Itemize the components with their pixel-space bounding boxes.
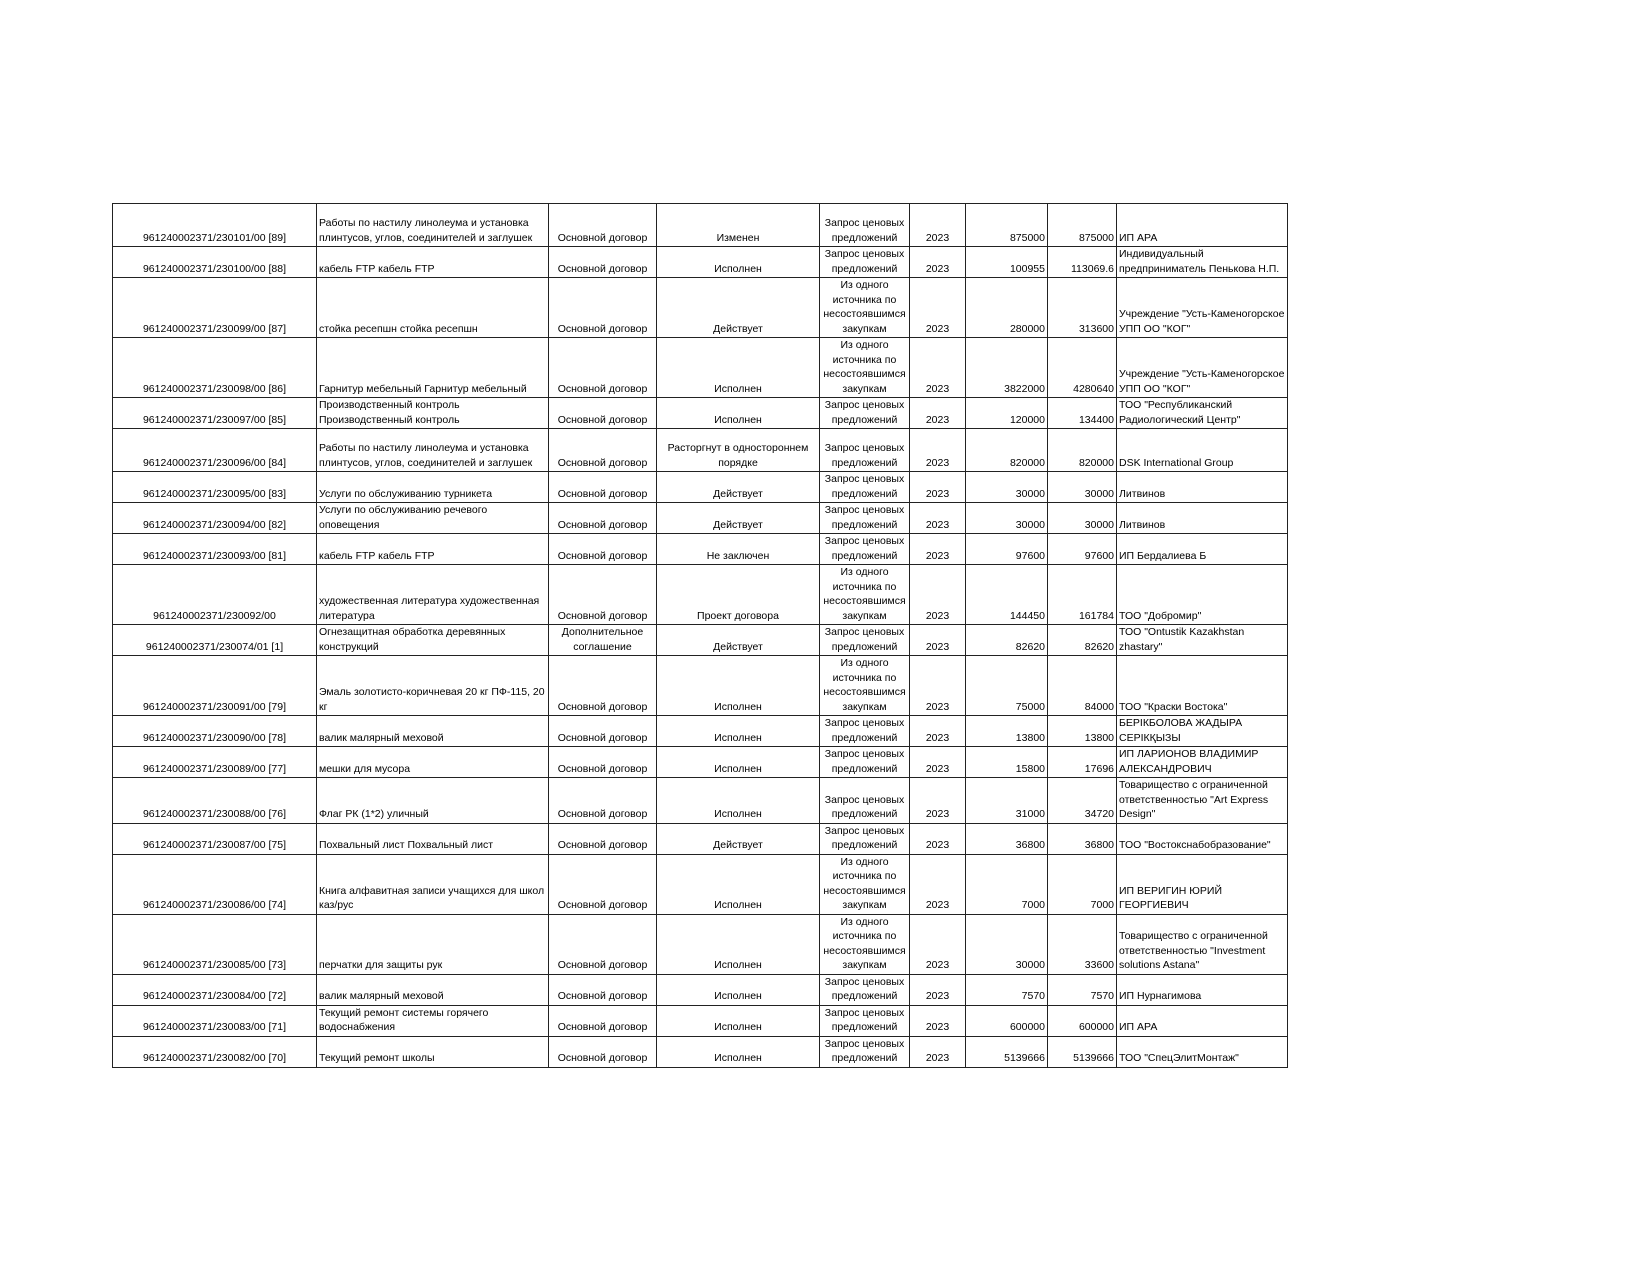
table-row	[113, 565, 1288, 625]
subject-cell: Огнезащитная обработка деревянных конструкций	[317, 625, 549, 656]
subject-cell: мешки для мусора	[317, 747, 549, 778]
contract-type-cell: Основной договор	[549, 823, 657, 854]
contract-id-cell: 961240002371/230096/00 [84]	[113, 429, 317, 472]
supplier-cell: ТОО "Республиканский Радиологический Центр"	[1117, 398, 1288, 429]
subject-cell: Эмаль золотисто-коричневая 20 кг ПФ-115, 20 кг	[317, 656, 549, 716]
year-cell: 2023	[910, 472, 966, 503]
supplier-cell: ИП Бердалиева Б	[1117, 534, 1288, 565]
supplier-cell: ТОО "Востокснабобразование"	[1117, 823, 1288, 854]
status-cell: Действует	[657, 472, 820, 503]
supplier-cell: Товарищество с ограниченной ответственностью "Art Express Design"	[1117, 778, 1288, 824]
status-cell: Исполнен	[657, 778, 820, 824]
contract-type-cell: Основной договор	[549, 398, 657, 429]
contract-id-cell: 961240002371/230083/00 [71]	[113, 1005, 317, 1036]
procurement-method-cell: Запрос ценовых предложений	[820, 747, 910, 778]
amount-cell: 7570	[966, 974, 1048, 1005]
table-row	[113, 472, 1288, 503]
contract-type-cell: Основной договор	[549, 278, 657, 338]
contract-type-cell: Дополнительное соглашение	[549, 625, 657, 656]
contract-type-cell: Основной договор	[549, 1036, 657, 1067]
procurement-method-cell: Запрос ценовых предложений	[820, 398, 910, 429]
status-cell: Исполнен	[657, 854, 820, 914]
table-row	[113, 534, 1288, 565]
subject-cell: Производственный контроль Производственный контроль	[317, 398, 549, 429]
subject-cell: перчатки для защиты рук	[317, 914, 549, 974]
contract-type-cell: Основной договор	[549, 565, 657, 625]
status-cell: Исполнен	[657, 1036, 820, 1067]
procurement-method-cell: Из одного источника по несостоявшимся закупкам	[820, 338, 910, 398]
amount-vat-cell: 30000	[1048, 503, 1117, 534]
status-cell: Исполнен	[657, 716, 820, 747]
amount-vat-cell: 820000	[1048, 429, 1117, 472]
amount-vat-cell: 875000	[1048, 204, 1117, 247]
amount-cell: 36800	[966, 823, 1048, 854]
year-cell: 2023	[910, 747, 966, 778]
table-body	[113, 204, 1288, 1068]
contract-type-cell: Основной договор	[549, 534, 657, 565]
contract-id-cell: 961240002371/230092/00	[113, 565, 317, 625]
year-cell: 2023	[910, 625, 966, 656]
table-row	[113, 974, 1288, 1005]
table-row	[113, 747, 1288, 778]
subject-cell: художественная литература художественная литература	[317, 565, 549, 625]
amount-cell: 820000	[966, 429, 1048, 472]
contract-id-cell: 961240002371/230100/00 [88]	[113, 247, 317, 278]
supplier-cell: ИП АРА	[1117, 1005, 1288, 1036]
procurement-method-cell: Запрос ценовых предложений	[820, 1005, 910, 1036]
amount-cell: 30000	[966, 472, 1048, 503]
supplier-cell: ИП ВЕРИГИН ЮРИЙ ГЕОРГИЕВИЧ	[1117, 854, 1288, 914]
supplier-cell: ИП ЛАРИОНОВ ВЛАДИМИР АЛЕКСАНДРОВИЧ	[1117, 747, 1288, 778]
procurement-method-cell: Из одного источника по несостоявшимся закупкам	[820, 278, 910, 338]
amount-cell: 13800	[966, 716, 1048, 747]
contract-id-cell: 961240002371/230094/00 [82]	[113, 503, 317, 534]
contract-id-cell: 961240002371/230089/00 [77]	[113, 747, 317, 778]
procurement-method-cell: Из одного источника по несостоявшимся закупкам	[820, 656, 910, 716]
supplier-cell: Литвинов	[1117, 503, 1288, 534]
year-cell: 2023	[910, 534, 966, 565]
procurement-method-cell: Из одного источника по несостоявшимся закупкам	[820, 914, 910, 974]
amount-vat-cell: 82620	[1048, 625, 1117, 656]
amount-cell: 97600	[966, 534, 1048, 565]
status-cell: Действует	[657, 503, 820, 534]
table-row	[113, 278, 1288, 338]
status-cell: Исполнен	[657, 747, 820, 778]
table-row	[113, 429, 1288, 472]
contracts-table	[112, 203, 1288, 1068]
status-cell: Изменен	[657, 204, 820, 247]
contract-id-cell: 961240002371/230093/00 [81]	[113, 534, 317, 565]
contract-id-cell: 961240002371/230090/00 [78]	[113, 716, 317, 747]
contract-id-cell: 961240002371/230088/00 [76]	[113, 778, 317, 824]
contract-id-cell: 961240002371/230095/00 [83]	[113, 472, 317, 503]
status-cell: Не заключен	[657, 534, 820, 565]
year-cell: 2023	[910, 338, 966, 398]
amount-cell: 75000	[966, 656, 1048, 716]
table-row	[113, 716, 1288, 747]
subject-cell: Флаг РК (1*2) уличный	[317, 778, 549, 824]
amount-vat-cell: 36800	[1048, 823, 1117, 854]
procurement-method-cell: Запрос ценовых предложений	[820, 534, 910, 565]
year-cell: 2023	[910, 398, 966, 429]
amount-cell: 3822000	[966, 338, 1048, 398]
procurement-method-cell: Запрос ценовых предложений	[820, 778, 910, 824]
supplier-cell: Учреждение "Усть-Каменогорское УПП ОО "КОГ"	[1117, 278, 1288, 338]
status-cell: Исполнен	[657, 398, 820, 429]
amount-cell: 600000	[966, 1005, 1048, 1036]
status-cell: Расторгнут в одностороннем порядке	[657, 429, 820, 472]
amount-vat-cell: 84000	[1048, 656, 1117, 716]
status-cell: Действует	[657, 278, 820, 338]
supplier-cell: ТОО "Краски Востока"	[1117, 656, 1288, 716]
contract-id-cell: 961240002371/230091/00 [79]	[113, 656, 317, 716]
subject-cell: Услуги по обслуживанию речевого оповещения	[317, 503, 549, 534]
contract-type-cell: Основной договор	[549, 247, 657, 278]
subject-cell: стойка ресепшн стойка ресепшн	[317, 278, 549, 338]
table-row	[113, 338, 1288, 398]
status-cell: Исполнен	[657, 656, 820, 716]
table-row	[113, 625, 1288, 656]
subject-cell: Работы по настилу линолеума и установка плинтусов, углов, соединителей и заглушек	[317, 429, 549, 472]
subject-cell: валик малярный меховой	[317, 974, 549, 1005]
contract-type-cell: Основной договор	[549, 204, 657, 247]
amount-cell: 120000	[966, 398, 1048, 429]
amount-vat-cell: 113069.6	[1048, 247, 1117, 278]
procurement-method-cell: Из одного источника по несостоявшимся закупкам	[820, 854, 910, 914]
subject-cell: Похвальный лист Похвальный лист	[317, 823, 549, 854]
contract-type-cell: Основной договор	[549, 1005, 657, 1036]
supplier-cell: DSK International Group	[1117, 429, 1288, 472]
supplier-cell: БЕРІКБОЛОВА ЖАДЫРА СЕРІКҚЫЗЫ	[1117, 716, 1288, 747]
procurement-method-cell: Из одного источника по несостоявшимся закупкам	[820, 565, 910, 625]
contract-type-cell: Основной договор	[549, 747, 657, 778]
supplier-cell: Литвинов	[1117, 472, 1288, 503]
amount-cell: 15800	[966, 747, 1048, 778]
amount-vat-cell: 7570	[1048, 974, 1117, 1005]
year-cell: 2023	[910, 565, 966, 625]
amount-vat-cell: 13800	[1048, 716, 1117, 747]
procurement-method-cell: Запрос ценовых предложений	[820, 1036, 910, 1067]
year-cell: 2023	[910, 823, 966, 854]
procurement-method-cell: Запрос ценовых предложений	[820, 716, 910, 747]
contract-id-cell: 961240002371/230098/00 [86]	[113, 338, 317, 398]
amount-vat-cell: 34720	[1048, 778, 1117, 824]
year-cell: 2023	[910, 247, 966, 278]
table-row	[113, 914, 1288, 974]
subject-cell: Текущий ремонт школы	[317, 1036, 549, 1067]
contract-id-cell: 961240002371/230085/00 [73]	[113, 914, 317, 974]
year-cell: 2023	[910, 716, 966, 747]
procurement-method-cell: Запрос ценовых предложений	[820, 472, 910, 503]
status-cell: Действует	[657, 823, 820, 854]
contract-id-cell: 961240002371/230084/00 [72]	[113, 974, 317, 1005]
table-row	[113, 247, 1288, 278]
year-cell: 2023	[910, 278, 966, 338]
contract-type-cell: Основной договор	[549, 974, 657, 1005]
subject-cell: Гарнитур мебельный Гарнитур мебельный	[317, 338, 549, 398]
amount-vat-cell: 313600	[1048, 278, 1117, 338]
status-cell: Исполнен	[657, 974, 820, 1005]
year-cell: 2023	[910, 1005, 966, 1036]
amount-vat-cell: 7000	[1048, 854, 1117, 914]
table-row	[113, 1036, 1288, 1067]
procurement-method-cell: Запрос ценовых предложений	[820, 974, 910, 1005]
subject-cell: Текущий ремонт системы горячего водоснабжения	[317, 1005, 549, 1036]
amount-vat-cell: 600000	[1048, 1005, 1117, 1036]
subject-cell: Книга алфавитная записи учащихся для школ каз/рус	[317, 854, 549, 914]
procurement-method-cell: Запрос ценовых предложений	[820, 204, 910, 247]
amount-vat-cell: 33600	[1048, 914, 1117, 974]
contract-id-cell: 961240002371/230099/00 [87]	[113, 278, 317, 338]
subject-cell: кабель FTP кабель FTP	[317, 534, 549, 565]
contract-type-cell: Основной договор	[549, 656, 657, 716]
amount-cell: 280000	[966, 278, 1048, 338]
supplier-cell: Учреждение "Усть-Каменогорское УПП ОО "КОГ"	[1117, 338, 1288, 398]
amount-cell: 100955	[966, 247, 1048, 278]
procurement-method-cell: Запрос ценовых предложений	[820, 429, 910, 472]
table-row	[113, 854, 1288, 914]
amount-vat-cell: 17696	[1048, 747, 1117, 778]
year-cell: 2023	[910, 429, 966, 472]
contract-id-cell: 961240002371/230097/00 [85]	[113, 398, 317, 429]
contract-type-cell: Основной договор	[549, 338, 657, 398]
year-cell: 2023	[910, 914, 966, 974]
supplier-cell: ИП Нурнагимова	[1117, 974, 1288, 1005]
amount-vat-cell: 97600	[1048, 534, 1117, 565]
amount-vat-cell: 161784	[1048, 565, 1117, 625]
year-cell: 2023	[910, 503, 966, 534]
supplier-cell: ТОО "СпецЭлитМонтаж"	[1117, 1036, 1288, 1067]
amount-cell: 31000	[966, 778, 1048, 824]
amount-cell: 5139666	[966, 1036, 1048, 1067]
procurement-method-cell: Запрос ценовых предложений	[820, 247, 910, 278]
contract-type-cell: Основной договор	[549, 914, 657, 974]
status-cell: Исполнен	[657, 247, 820, 278]
contract-id-cell: 961240002371/230086/00 [74]	[113, 854, 317, 914]
subject-cell: Услуги по обслуживанию турникета	[317, 472, 549, 503]
table-row	[113, 656, 1288, 716]
contract-id-cell: 961240002371/230082/00 [70]	[113, 1036, 317, 1067]
procurement-method-cell: Запрос ценовых предложений	[820, 823, 910, 854]
contract-id-cell: 961240002371/230087/00 [75]	[113, 823, 317, 854]
subject-cell: кабель FTP кабель FTP	[317, 247, 549, 278]
year-cell: 2023	[910, 204, 966, 247]
table-row	[113, 1005, 1288, 1036]
status-cell: Проект договора	[657, 565, 820, 625]
supplier-cell: ИП АРА	[1117, 204, 1288, 247]
year-cell: 2023	[910, 656, 966, 716]
table-row	[113, 823, 1288, 854]
contract-id-cell: 961240002371/230074/01 [1]	[113, 625, 317, 656]
amount-cell: 7000	[966, 854, 1048, 914]
amount-cell: 144450	[966, 565, 1048, 625]
status-cell: Исполнен	[657, 914, 820, 974]
procurement-method-cell: Запрос ценовых предложений	[820, 503, 910, 534]
amount-vat-cell: 134400	[1048, 398, 1117, 429]
status-cell: Исполнен	[657, 338, 820, 398]
amount-vat-cell: 4280640	[1048, 338, 1117, 398]
status-cell: Исполнен	[657, 1005, 820, 1036]
supplier-cell: ТОО "Ontustik Kazakhstan zhastary"	[1117, 625, 1288, 656]
year-cell: 2023	[910, 854, 966, 914]
amount-cell: 82620	[966, 625, 1048, 656]
subject-cell: Работы по настилу линолеума и установка плинтусов, углов, соединителей и заглушек	[317, 204, 549, 247]
status-cell: Действует	[657, 625, 820, 656]
subject-cell: валик малярный меховой	[317, 716, 549, 747]
amount-cell: 30000	[966, 503, 1048, 534]
contract-type-cell: Основной договор	[549, 429, 657, 472]
amount-cell: 30000	[966, 914, 1048, 974]
contract-type-cell: Основной договор	[549, 854, 657, 914]
year-cell: 2023	[910, 1036, 966, 1067]
contract-type-cell: Основной договор	[549, 778, 657, 824]
amount-vat-cell: 30000	[1048, 472, 1117, 503]
supplier-cell: Индивидуальный предприниматель Пенькова Н.П.	[1117, 247, 1288, 278]
amount-vat-cell: 5139666	[1048, 1036, 1117, 1067]
supplier-cell: Товарищество с ограниченной ответственностью "Investment solutions Astana"	[1117, 914, 1288, 974]
table-row	[113, 204, 1288, 247]
contract-type-cell: Основной договор	[549, 716, 657, 747]
contract-id-cell: 961240002371/230101/00 [89]	[113, 204, 317, 247]
procurement-method-cell: Запрос ценовых предложений	[820, 625, 910, 656]
amount-cell: 875000	[966, 204, 1048, 247]
supplier-cell: ТОО "Добромир"	[1117, 565, 1288, 625]
contract-type-cell: Основной договор	[549, 503, 657, 534]
year-cell: 2023	[910, 974, 966, 1005]
table-row	[113, 778, 1288, 824]
contract-type-cell: Основной договор	[549, 472, 657, 503]
year-cell: 2023	[910, 778, 966, 824]
table-row	[113, 398, 1288, 429]
table-row	[113, 503, 1288, 534]
